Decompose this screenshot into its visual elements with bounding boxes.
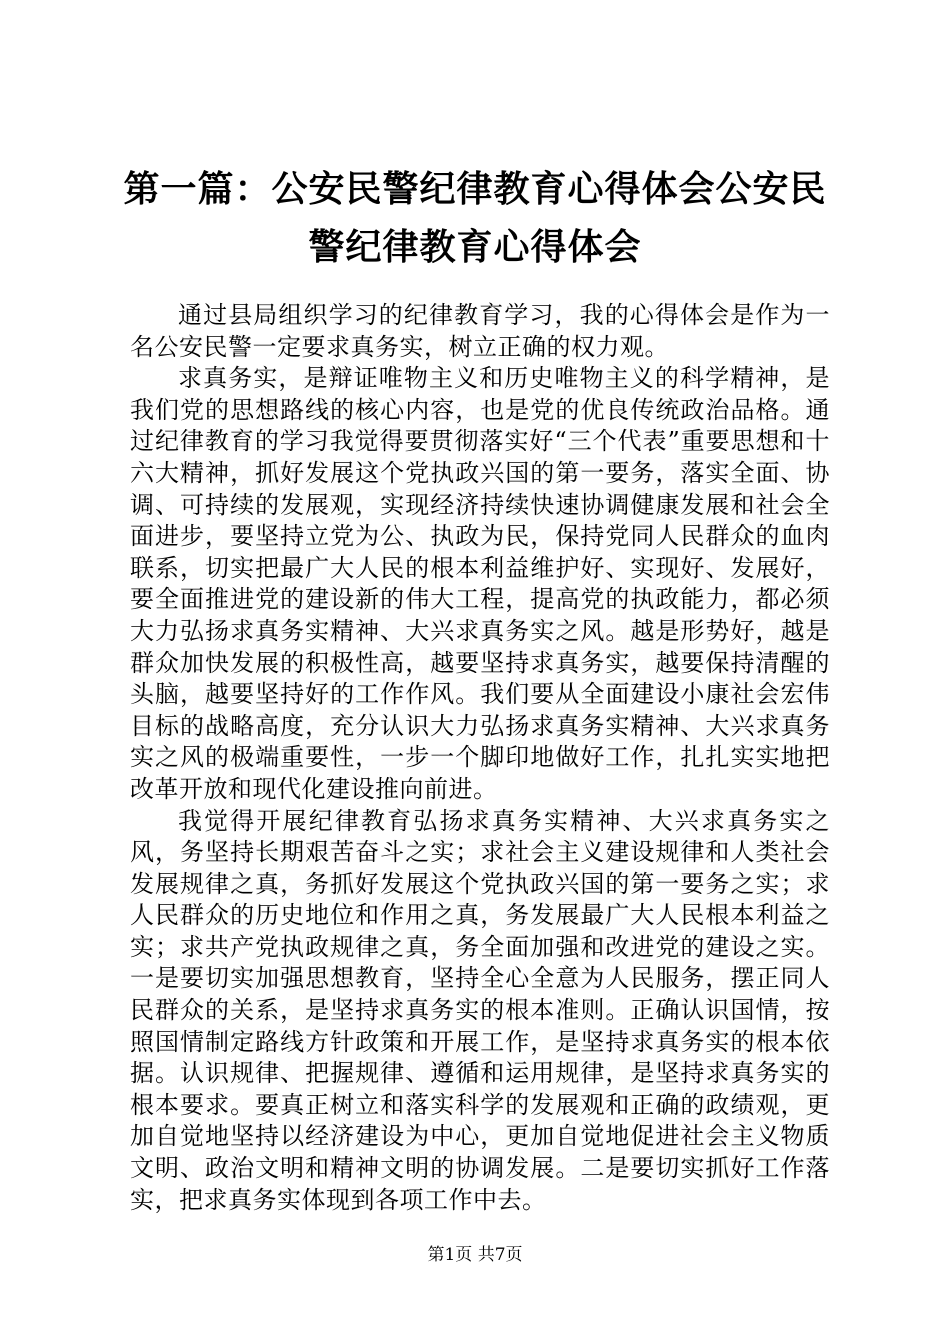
paragraph: 求真务实，是辩证唯物主义和历史唯物主义的科学精神，是我们党的思想路线的核心内容，也是党的优良传统政治品格。通过纪律教育的学习我觉得要贯彻落实好“三个代表”重要思想和十六大精神，抓好发展这个党执政兴国的第一要务，落实全面、协调、可持续的发展观，实现经济持续快速协调健康发展和社会全面进步，要坚持立党为公、执政为民，保持党同人民群众的血肉联系，切实把最广大人民的根本利益维护好、实现好、发展好，要全面推进党的建设新的伟大工程，提高党的执政能力，都必须大力弘扬求真务实精神、大兴求真务实之风。越是形势好，越是群众加快发展的积极性高，越要坚持求真务实，越要保持清醒的头脑，越要坚持好的工作作风。我们要从全面建设小康社会宏伟目标的战略高度，充分认识大力弘扬求真务实精神、大兴求真务实之风的极端重要性，一步一个脚印地做好工作，扎扎实实地把改革开放和现代化建设推向前进。 [130,364,830,803]
page-number-footer: 第1页 共7页 [427,1245,523,1265]
paragraph: 我觉得开展纪律教育弘扬求真务实精神、大兴求真务实之风，务坚持长期艰苦奋斗之实；求社会主义建设规律和人类社会发展规律之真，务抓好发展这个党执政兴国的第一要务之实；求人民群众的历史地位和作用之真，务发展最广大人民根本利益之实；求共产党执政规律之真，务全面加强和改进党的建设之实。一是要切实加强思想教育，坚持全心全意为人民服务，摆正同人民群众的关系，是坚持求真务实的根本准则。正确认识国情，按照国情制定路线方针政策和开展工作，是坚持求真务实的根本依据。认识规律、把握规律、遵循和运用规律，是坚持求真务实的根本要求。要真正树立和落实科学的发展观和正确的政绩观，更加自觉地坚持以经济建设为中心，更加自觉地促进社会主义物质文明、政治文明和精神文明的协调发展。二是要切实抓好工作落实，把求真务实体现到各项工作中去。 [130,806,830,1214]
document-body [130,300,830,1216]
paragraph: 通过县局组织学习的纪律教育学习，我的心得体会是作为一名公安民警一定要求真务实，树立正确的权力观。 [130,301,830,361]
document-title: 第一篇：公安民警纪律教育心得体会公安民警纪律教育心得体会 [123,168,827,268]
